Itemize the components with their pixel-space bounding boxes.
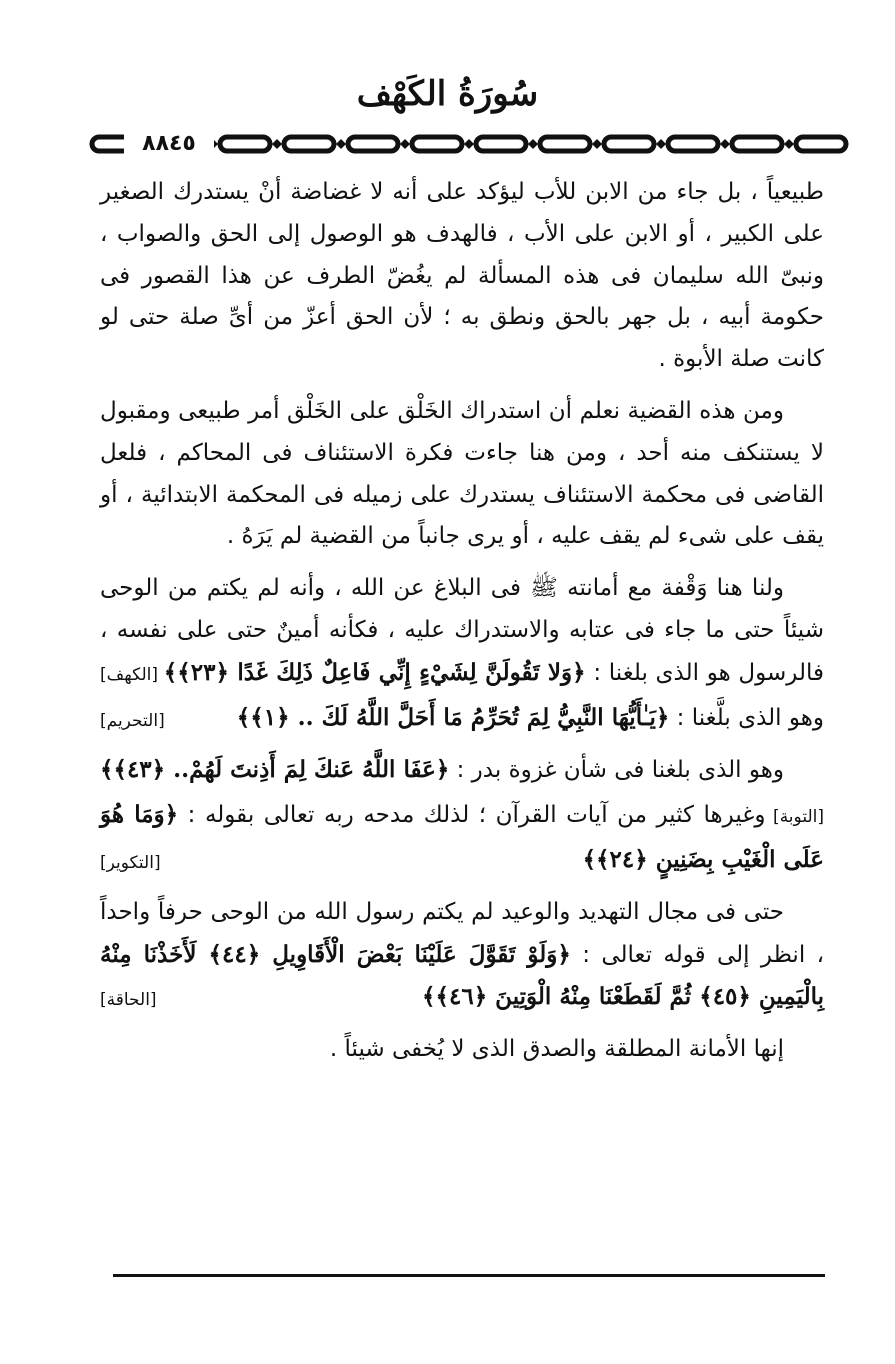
paragraph-4-intro: وهو الذى بلغنا فى شأن غزوة بدر : [449, 757, 785, 784]
quran-verse-haqqah-44-46: ﴿وَلَوْ تَقَوَّلَ عَلَيْنَا بَعْضَ الْأَقَاوِيلِ ﴿٤٤﴾ لَأَخَذْنَا مِنْهُ بِالْيَمِينِ ﴿٤٥﴾ ثُمَّ لَقَطَعْنَا مِنْهُ الْوَتِينَ ﴿٤٦﴾﴾ [100, 940, 824, 1011]
chain-link [476, 137, 526, 151]
paragraph-4-middle: وغيرها كثير من آيات القرآن ؛ لذلك مدحه ربه تعالى بقوله : [178, 802, 766, 829]
quran-verse-tahrim-1: ﴿يَـٰأَيُّهَا النَّبِيُّ لِمَ تُحَرِّمُ مَا أَحَلَّ اللَّهُ لَكَ .. ﴿١﴾﴾ [236, 703, 670, 731]
surah-reference-tahrim: [التحريم] [100, 710, 165, 731]
chain-diamond [720, 139, 730, 149]
bottom-rule [113, 1274, 825, 1277]
quran-verse-kahf-23: ﴿وَلا تَقُولَنَّ لِشَيْءٍ إِنِّي فَاعِلٌ ذَلِكَ غَدًا ﴿٢٣﴾﴾ [163, 658, 586, 686]
surah-reference-kahf: [الكهف] [100, 664, 164, 685]
paragraph-3-intro: ولنا هنا وَقْفة مع أمانته ﷺ فى البلاغ عن الله ، وأنه لم يكتم من الوحى شيئاً حتى ما جاء فى عتابه والاستدراك عليه ، فكأنه أمينٌ حتى على نفسه ، فالرسول هو الذى بلغنا : [100, 575, 824, 686]
surah-reference-tawbah: [التوبة] [765, 807, 824, 828]
chain-link [412, 137, 462, 151]
chain-diamond [464, 139, 474, 149]
quran-verse-tawbah-43: ﴿عَفَا اللَّهُ عَنكَ لِمَ أَذِنتَ لَهُمْ.. ﴿٤٣﴾﴾ [100, 756, 450, 784]
chain-diamond [336, 139, 346, 149]
chain-link [796, 137, 846, 151]
body-text [100, 172, 824, 1071]
paragraph-6: إنها الأمانة المطلقة والصدق الذى لا يُخفى شيئاً . [329, 1036, 784, 1063]
paragraph-4 [100, 749, 824, 881]
chain-link [348, 137, 398, 151]
paragraph-2: ومن هذه القضية نعلم أن استدراك الخَلْق على الخَلْق أمر طبيعى ومقبول لا يستنكف منه أحد ، ومن هنا جاءت فكرة الاستئناف فى المحاكم ، فلعل القاضى فى محكمة الاستئناف يستدرك على زميله فى المحكمة الابتدائية ، أو يقف على شىء لم يقف عليه ، أو يرى جانباً من القضية لم يَرَهُ . [100, 397, 824, 550]
chain-diamond [528, 139, 538, 149]
chain-diamond [592, 139, 602, 149]
chain-link [668, 137, 718, 151]
paragraph-3 [100, 568, 824, 739]
chain-link [220, 137, 270, 151]
paragraph-3-middle: وهو الذى بلَّغنا : [669, 704, 824, 731]
chain-link [604, 137, 654, 151]
paragraph-5-intro: حتى فى مجال التهديد والوعيد لم يكتم رسول الله من الوحى حرفاً واحداً ، انظر إلى قوله تعالى : [100, 898, 825, 968]
chain-diamond [272, 139, 282, 149]
paragraph-5 [100, 892, 824, 1019]
chain-diamond [656, 139, 666, 149]
chain-link [540, 137, 590, 151]
page-number: ٨٨٤٥ [124, 124, 214, 164]
quran-verse-takwir-24: ﴿وَمَا هُوَ عَلَى الْغَيْبِ بِضَنِينٍ ﴿٢٤﴾﴾ [100, 801, 824, 873]
surah-title: سُورَةُ الكَهْف [356, 74, 539, 114]
chain-diamond [784, 139, 794, 149]
chain-link [732, 137, 782, 151]
surah-reference-haqqah: [الحاقة] [100, 990, 157, 1011]
surah-reference-takwir: [التكوير] [100, 852, 161, 873]
paragraph-1: طبيعياً ، بل جاء من الابن للأب ليؤكد على أنه لا غضاضة أنْ يستدرك الصغير على الكبير ، أو الابن على الأب ، فالهدف هو الوصول إلى الحق والصواب ، ونبىّ الله سليمان فى هذه المسألة لم يغُضّ الطرف عن هذا القصور فى حكومة أبيه ، بل جهر بالحق ونطق به ؛ لأن الحق أعزّ من أىِّ صلة حتى لو كانت صلة الأبوة . [100, 179, 824, 373]
chain-link [284, 137, 334, 151]
chain-diamond [400, 139, 410, 149]
